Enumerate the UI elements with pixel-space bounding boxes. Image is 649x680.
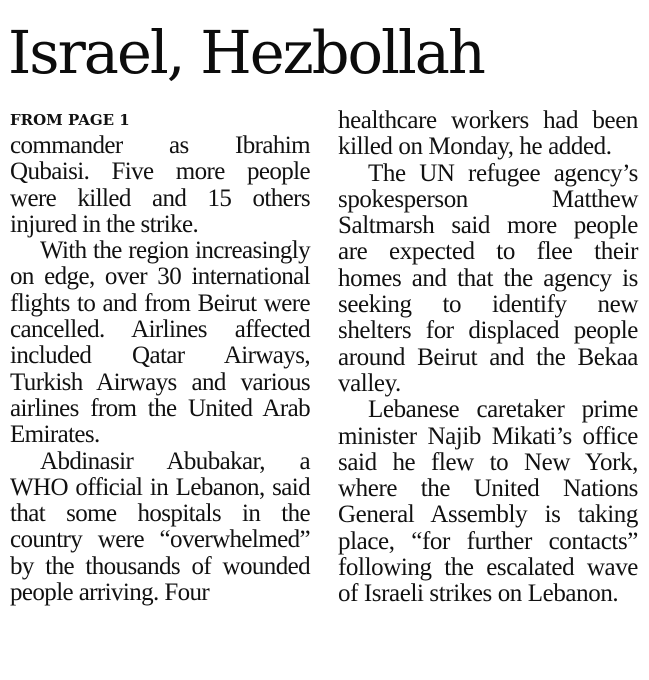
paragraph: Lebanese caretaker prime minister Najib Mikati’s office said he flew to New York, where the United Nations General Assembly is taking place, “for further contacts” following the escalated wave of Israeli strikes on Lebanon.	[338, 396, 638, 608]
article-column-left	[10, 108, 310, 606]
headline: Israel, Hezbollah	[8, 18, 484, 87]
kicker-from-page: FROM PAGE 1	[10, 111, 130, 129]
paragraph: commander as Ibrahim Qubaisi. Five more people were killed and 15 others injured in the strike.	[10, 132, 310, 238]
paragraph: The UN refugee agency’s spokesperson Matthew Saltmarsh said more people are expected to flee their homes and that the agency is seeking to identify new shelters for displaced people around Beirut and the Bekaa valley.	[338, 159, 638, 397]
paragraph: Abdinasir Abubakar, a WHO official in Lebanon, said that some hospitals in the country were “overwhelmed” by the thousands of wounded people arriving. Four	[10, 447, 310, 607]
paragraph: With the region increasingly on edge, over 30 international flights to and from Beirut were cancelled. Airlines affected included Qatar Airways, Turkish Airways and various airlines from the United Arab Emirates.	[10, 237, 310, 449]
paragraph: healthcare workers had been killed on Monday, he added.	[338, 107, 638, 161]
article-column-right	[338, 108, 638, 608]
